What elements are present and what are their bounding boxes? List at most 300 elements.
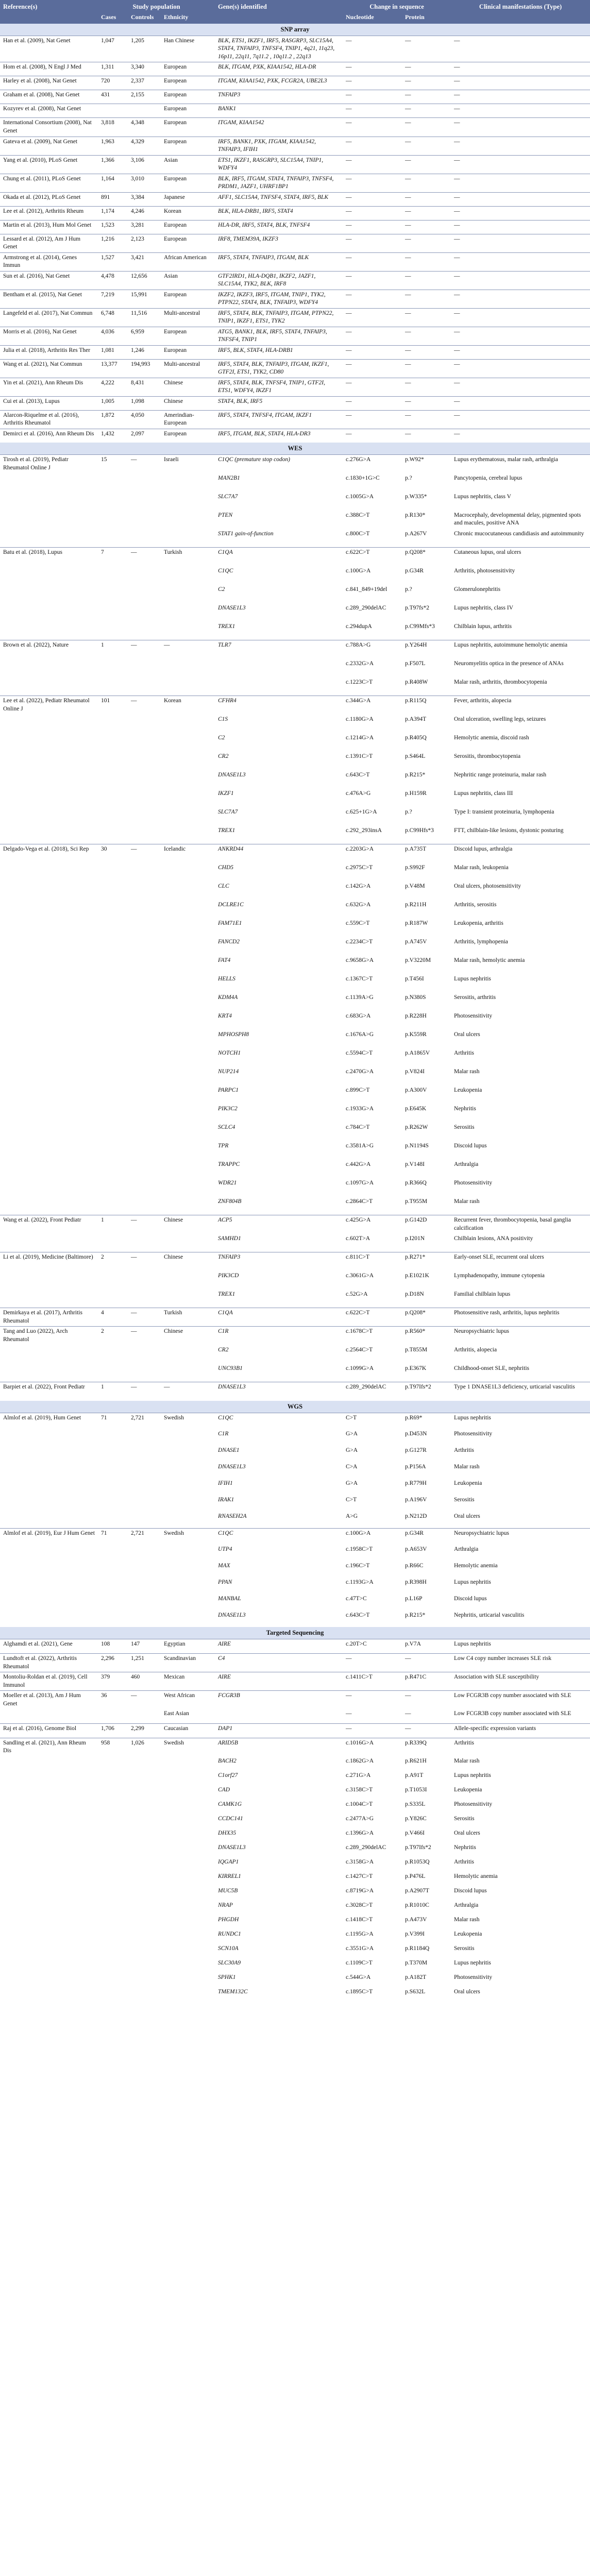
cell-cases: 958 xyxy=(98,1738,128,1756)
cell-reference: Demirkaya et al. (2017), Arthritis Rheumatol xyxy=(0,1308,98,1327)
cell-nucleotide: c.643C>T xyxy=(346,1612,370,1619)
cell-genes: BLK, IRF5, ITGAM, STAT4, TNFAIP3, TNFSF4, PRDM1, JAZF1, UHRF1BP1 xyxy=(215,174,343,192)
cell-nucleotide: c.442G>A xyxy=(346,1161,371,1167)
cell-nucleotide: c.1139A>G xyxy=(346,994,374,1001)
table-row xyxy=(0,1800,590,1814)
cell-clinical: Serositis xyxy=(454,1124,475,1130)
cell-controls xyxy=(128,1545,161,1561)
cell-reference xyxy=(0,956,98,974)
cell-nucleotide: c.1193G>A xyxy=(346,1579,374,1586)
cell-clinical: — xyxy=(451,359,590,378)
cell-cases: 1 xyxy=(98,1215,128,1234)
cell-ethnicity xyxy=(161,1944,215,1958)
cell-protein: — xyxy=(402,174,451,192)
table-row xyxy=(0,844,590,863)
cell-cases: 71 xyxy=(98,1528,128,1545)
cell-nucleotide: — xyxy=(343,271,402,290)
cell-genes: ACP5 xyxy=(215,1215,343,1234)
cell-controls xyxy=(128,1160,161,1178)
cell-clinical: Malar rash xyxy=(454,1198,480,1205)
cell-clinical: Hemolytic anemia xyxy=(454,1873,498,1879)
table-row xyxy=(0,548,590,566)
cell-protein: p.R215* xyxy=(405,771,426,778)
cell-controls xyxy=(128,1030,161,1048)
table-row xyxy=(0,1828,590,1843)
cell-clinical: Serositis, arthritis xyxy=(454,994,496,1001)
cell-nucleotide: — xyxy=(343,155,402,174)
cell-nucleotide: c.9658G>A xyxy=(346,957,374,963)
cell-protein: p.A267V xyxy=(405,530,427,537)
cell-clinical: Malar rash xyxy=(454,1068,480,1075)
cell-controls xyxy=(128,585,161,603)
cell-cases: 7,219 xyxy=(98,290,128,308)
cell-controls: 2,721 xyxy=(128,1528,161,1545)
cell-genes: TNFAIP3 xyxy=(215,90,343,104)
cell-nucleotide: — xyxy=(343,76,402,90)
cell-genes: ANKRD44 xyxy=(215,844,343,863)
cell-genes: TREX1 xyxy=(218,827,235,834)
cell-cases xyxy=(98,1197,128,1215)
cell-nucleotide: C>T xyxy=(343,1413,402,1429)
cell-reference xyxy=(0,752,98,770)
cell-protein: p.R408W xyxy=(405,679,428,685)
cell-protein: p.V399I xyxy=(405,1930,425,1937)
cell-clinical: Lupus nephritis xyxy=(451,1639,590,1654)
cell-protein: p.F507L xyxy=(405,660,426,667)
cell-cases xyxy=(98,1929,128,1944)
cell-clinical: Chilblain lupus, arthritis xyxy=(454,623,512,630)
cell-clinical: Malar rash xyxy=(454,1464,480,1470)
cell-reference xyxy=(0,1814,98,1828)
cell-ethnicity xyxy=(161,770,215,789)
cell-protein: p.A182T xyxy=(405,1974,427,1980)
table-row xyxy=(0,1160,590,1178)
cell-genes: AIRE xyxy=(215,1672,343,1691)
cell-nucleotide: c.784C>T xyxy=(346,1124,370,1130)
table-row xyxy=(0,410,590,429)
cell-controls xyxy=(128,1800,161,1814)
cell-cases xyxy=(98,863,128,882)
cell-cases xyxy=(98,1104,128,1123)
cell-genes: CR2 xyxy=(218,1346,229,1353)
cell-genes: TREX1 xyxy=(218,1291,235,1297)
cell-protein: p.V48M xyxy=(405,883,425,889)
cell-nucleotide: c.1214G>A xyxy=(346,734,374,741)
cell-genes: PPAN xyxy=(218,1579,232,1586)
cell-cases xyxy=(98,1429,128,1446)
cell-clinical: — xyxy=(451,36,590,62)
cell-clinical: — xyxy=(451,378,590,396)
cell-protein: p.V148I xyxy=(405,1161,425,1167)
cell-clinical: Childhood-onset SLE, nephritis xyxy=(454,1365,529,1371)
cell-controls xyxy=(128,1709,161,1723)
cell-reference: Lee et al. (2012), Arthritis Rheum xyxy=(0,206,98,220)
cell-reference: Montoliu-Roldan et al. (2019), Cell Immunol xyxy=(0,1672,98,1691)
cell-controls: — xyxy=(128,1215,161,1234)
cell-genes: AIRE xyxy=(215,1639,343,1654)
cell-ethnicity xyxy=(161,1234,215,1252)
cell-cases xyxy=(98,1594,128,1611)
cell-reference xyxy=(0,1709,98,1723)
cell-controls: 2,299 xyxy=(128,1723,161,1738)
cell-protein: — xyxy=(402,104,451,118)
table-row xyxy=(0,1654,590,1672)
cell-reference: Moeller et al. (2013), Am J Hum Genet xyxy=(0,1691,98,1709)
cell-genes: SCLC4 xyxy=(218,1124,235,1130)
cell-reference xyxy=(0,1086,98,1104)
cell-protein: p.T1053I xyxy=(405,1786,427,1793)
cell-protein: p.H159R xyxy=(405,790,427,796)
cell-ethnicity xyxy=(161,1814,215,1828)
cell-reference xyxy=(0,473,98,492)
cell-clinical: — xyxy=(451,62,590,76)
table-row xyxy=(0,1987,590,2002)
cell-nucleotide: — xyxy=(343,137,402,155)
cell-controls xyxy=(128,1048,161,1067)
cell-genes: DCLRE1C xyxy=(218,901,244,908)
cell-ethnicity xyxy=(161,1800,215,1814)
cell-nucleotide: — xyxy=(343,396,402,410)
table-row xyxy=(0,1446,590,1462)
cell-ethnicity: European xyxy=(161,137,215,155)
cell-clinical: Lupus nephritis, class V xyxy=(454,493,511,500)
cell-ethnicity: European xyxy=(161,62,215,76)
cell-genes: DNASE1L3 xyxy=(218,604,246,611)
cell-controls: 4,050 xyxy=(128,410,161,429)
cell-clinical: Oral ulcers xyxy=(454,1829,480,1836)
cell-ethnicity: Chinese xyxy=(161,1327,215,1345)
cell-protein: — xyxy=(402,234,451,252)
cell-genes: FCGR3B xyxy=(215,1691,343,1709)
table-row xyxy=(0,1545,590,1561)
cell-ethnicity xyxy=(161,937,215,956)
table-row xyxy=(0,752,590,770)
cell-reference xyxy=(0,1987,98,2002)
cell-controls xyxy=(128,1814,161,1828)
cell-ethnicity: Caucasian xyxy=(161,1723,215,1738)
cell-reference xyxy=(0,1545,98,1561)
cell-reference xyxy=(0,900,98,919)
cell-protein: — xyxy=(402,252,451,271)
table-row xyxy=(0,62,590,76)
cell-ethnicity xyxy=(161,1611,215,1627)
cell-genes: TPR xyxy=(218,1142,229,1149)
cell-reference xyxy=(0,1141,98,1160)
cell-controls: — xyxy=(128,844,161,863)
cell-nucleotide: c.1418C>T xyxy=(346,1916,373,1923)
cell-nucleotide: — xyxy=(343,290,402,308)
section-title: WES xyxy=(0,443,590,454)
section-title: Targeted Sequencing xyxy=(0,1627,590,1639)
header-protein: Protein xyxy=(402,12,451,24)
cell-genes: BACH2 xyxy=(218,1757,237,1764)
cell-reference: Almlof et al. (2019), Eur J Hum Genet xyxy=(0,1528,98,1545)
cell-controls xyxy=(128,733,161,752)
cell-protein: p.C99Mfs*3 xyxy=(405,623,435,630)
cell-ethnicity xyxy=(161,1594,215,1611)
cell-genes: SLC7A7 xyxy=(218,493,238,500)
cell-controls xyxy=(128,1973,161,1987)
cell-protein: — xyxy=(402,118,451,137)
table-row xyxy=(0,789,590,807)
table-row xyxy=(0,1512,590,1528)
cell-clinical: Early-onset SLE, recurrent oral ulcers xyxy=(451,1252,590,1271)
cell-controls xyxy=(128,1086,161,1104)
table-row xyxy=(0,807,590,826)
cell-reference: Sandling et al. (2021), Ann Rheum Dis xyxy=(0,1738,98,1756)
cell-cases xyxy=(98,900,128,919)
cell-reference xyxy=(0,789,98,807)
cell-cases xyxy=(98,603,128,622)
cell-protein: — xyxy=(402,1654,451,1672)
cell-protein: p.T370M xyxy=(405,1959,428,1966)
cell-clinical: Lymphadenopathy, immune cytopenia xyxy=(454,1272,545,1279)
cell-nucleotide: — xyxy=(343,1654,402,1672)
cell-ethnicity: Amerindian-European xyxy=(161,410,215,429)
cell-genes: IRF5, STAT4, BLK, TNFSF4, TNIP1, GTF2I, ETS1, WDFY4, IKZF1 xyxy=(215,378,343,396)
cell-controls xyxy=(128,1011,161,1030)
cell-genes: FANCD2 xyxy=(218,938,240,945)
table-row xyxy=(0,1915,590,1929)
cell-controls: — xyxy=(128,1308,161,1327)
table-row xyxy=(0,1413,590,1429)
cell-controls xyxy=(128,770,161,789)
cell-reference: Bentham et al. (2015), Nat Genet xyxy=(0,290,98,308)
cell-controls xyxy=(128,1944,161,1958)
cell-controls xyxy=(128,1901,161,1915)
cell-genes: PTEN xyxy=(218,512,233,518)
cell-nucleotide: c.196C>T xyxy=(346,1563,370,1569)
cell-protein: p.T456I xyxy=(405,975,424,982)
cell-reference: Li et al. (2019), Medicine (Baltimore) xyxy=(0,1252,98,1271)
cell-protein: p.R1053Q xyxy=(405,1858,430,1865)
cell-clinical: Oral ulceration, swelling legs, seizures xyxy=(454,716,546,722)
cell-genes: IRF8, TMEM39A, IKZF3 xyxy=(215,234,343,252)
cell-clinical: Photosensitive rash, arthritis, lupus nephritis xyxy=(451,1308,590,1327)
cell-ethnicity: Swedish xyxy=(161,1413,215,1429)
cell-reference: Lundtoft et al. (2022), Arthritis Rheumatol xyxy=(0,1654,98,1672)
cell-ethnicity xyxy=(161,715,215,733)
cell-ethnicity: Chinese xyxy=(161,1252,215,1271)
cell-ethnicity xyxy=(161,1545,215,1561)
cell-ethnicity xyxy=(161,1578,215,1594)
cell-genes: DNASE1 xyxy=(218,1447,240,1454)
cell-cases: 1,963 xyxy=(98,137,128,155)
cell-reference xyxy=(0,1364,98,1382)
cell-genes: IFIH1 xyxy=(218,1480,233,1487)
cell-reference: Julia et al. (2018), Arthritis Res Ther xyxy=(0,345,98,359)
cell-genes: C1QC xyxy=(215,1528,343,1545)
table-row xyxy=(0,622,590,640)
cell-clinical: Serositis xyxy=(454,1497,475,1503)
cell-protein: p.W335* xyxy=(405,493,427,500)
cell-nucleotide: c.3061G>A xyxy=(346,1272,374,1279)
cell-cases xyxy=(98,974,128,993)
cell-protein: p.G142D xyxy=(402,1215,451,1234)
table-row xyxy=(0,308,590,327)
table-row xyxy=(0,206,590,220)
cell-nucleotide: C>A xyxy=(346,1464,358,1470)
cell-genes: SAMHD1 xyxy=(218,1235,241,1242)
cell-reference: Sun et al. (2016), Nat Genet xyxy=(0,271,98,290)
table-row xyxy=(0,271,590,290)
cell-controls xyxy=(128,1141,161,1160)
cell-nucleotide: c.899C>T xyxy=(346,1087,370,1093)
cell-ethnicity: European xyxy=(161,345,215,359)
cell-reference xyxy=(0,1462,98,1479)
cell-controls xyxy=(128,715,161,733)
cell-reference xyxy=(0,1271,98,1290)
cell-clinical: Lupus nephritis xyxy=(454,1772,491,1778)
cell-cases xyxy=(98,1462,128,1479)
cell-genes: HLA-DR, IRF5, STAT4, BLK, TNFSF4 xyxy=(215,220,343,234)
cell-ethnicity xyxy=(161,956,215,974)
cell-clinical: Lupus erythematosus, malar rash, arthralgia xyxy=(451,455,590,473)
table-row xyxy=(0,1672,590,1691)
section-header-row xyxy=(0,1401,590,1413)
cell-cases xyxy=(98,1030,128,1048)
cell-clinical: Oral ulcers xyxy=(454,1031,480,1038)
cell-reference: Graham et al. (2008), Nat Genet xyxy=(0,90,98,104)
cell-ethnicity xyxy=(161,789,215,807)
cell-protein: — xyxy=(402,396,451,410)
cell-reference xyxy=(0,937,98,956)
cell-clinical: — xyxy=(451,90,590,104)
cell-genes: KIRREL1 xyxy=(218,1873,241,1879)
cell-controls xyxy=(128,1872,161,1886)
cell-nucleotide: c.100G>A xyxy=(343,1528,402,1545)
cell-nucleotide: c.388C>T xyxy=(346,512,370,518)
table-row xyxy=(0,640,590,659)
cell-cases xyxy=(98,826,128,844)
cell-clinical: — xyxy=(451,174,590,192)
cell-controls: 3,384 xyxy=(128,192,161,206)
cell-genes: SLC7A7 xyxy=(218,808,238,815)
cell-protein: — xyxy=(402,62,451,76)
table-row xyxy=(0,1973,590,1987)
cell-controls xyxy=(128,900,161,919)
cell-genes: CFHR4 xyxy=(215,696,343,715)
cell-ethnicity xyxy=(161,1561,215,1578)
cell-clinical: — xyxy=(451,155,590,174)
cell-genes: CCDC141 xyxy=(218,1815,243,1822)
cell-genes: CAMK1G xyxy=(218,1801,242,1807)
cell-genes: TLR7 xyxy=(215,640,343,659)
cell-ethnicity xyxy=(161,1771,215,1785)
table-row xyxy=(0,1872,590,1886)
cell-nucleotide: c.1180G>A xyxy=(346,716,374,722)
cell-controls xyxy=(128,566,161,585)
cell-nucleotide: c.2234C>T xyxy=(346,938,373,945)
table-row xyxy=(0,1123,590,1141)
cell-clinical: Oral ulcers xyxy=(454,1988,480,1995)
cell-clinical: Low FCGR3B copy number associated with SLE xyxy=(451,1691,590,1709)
cell-ethnicity xyxy=(161,1446,215,1462)
cell-protein: p.R228H xyxy=(405,1012,427,1019)
cell-reference xyxy=(0,1872,98,1886)
cell-ethnicity: Icelandic xyxy=(161,844,215,863)
cell-cases: 4,478 xyxy=(98,271,128,290)
cell-controls: 6,959 xyxy=(128,327,161,345)
cell-cases xyxy=(98,1958,128,1973)
cell-clinical: Hemolytic anemia xyxy=(454,1563,498,1569)
cell-nucleotide: c.1958C>T xyxy=(346,1546,373,1553)
cell-protein: p.A473V xyxy=(405,1916,427,1923)
table-row xyxy=(0,327,590,345)
cell-nucleotide: c.1678C>T xyxy=(343,1327,402,1345)
cell-protein: — xyxy=(402,206,451,220)
cell-nucleotide: c.2332G>A xyxy=(346,660,374,667)
cell-reference xyxy=(0,1756,98,1771)
cell-protein: p.R779H xyxy=(405,1480,427,1487)
cell-protein: p.W92* xyxy=(402,455,451,473)
cell-cases: 2 xyxy=(98,1327,128,1345)
cell-nucleotide: c.1099G>A xyxy=(346,1365,374,1371)
cell-ethnicity xyxy=(161,622,215,640)
cell-cases xyxy=(98,1944,128,1958)
cell-protein: p.Q208* xyxy=(402,1308,451,1327)
cell-controls xyxy=(128,1345,161,1364)
table-row xyxy=(0,993,590,1011)
cell-nucleotide: G>A xyxy=(346,1480,358,1487)
cell-nucleotide: c.425G>A xyxy=(343,1215,402,1234)
cell-cases: 7 xyxy=(98,548,128,566)
table-header xyxy=(0,0,590,24)
cell-controls xyxy=(128,1886,161,1901)
cell-protein: — xyxy=(402,1723,451,1738)
cell-reference xyxy=(0,919,98,937)
cell-controls xyxy=(128,1495,161,1512)
cell-controls xyxy=(128,1785,161,1800)
cell-ethnicity: Han Chinese xyxy=(161,36,215,62)
cell-nucleotide: c.3551G>A xyxy=(346,1945,374,1952)
cell-genes: AFF1, SLC15A4, TNFSF4, STAT4, IRF5, BLK xyxy=(215,192,343,206)
cell-ethnicity xyxy=(161,882,215,900)
cell-nucleotide: — xyxy=(343,308,402,327)
table-row xyxy=(0,192,590,206)
cell-clinical: Discoid lupus xyxy=(454,1887,487,1894)
cell-nucleotide: c.100G>A xyxy=(346,567,371,574)
cell-reference xyxy=(0,1901,98,1915)
cell-controls xyxy=(128,937,161,956)
cell-nucleotide: c.622C>T xyxy=(343,548,402,566)
cell-genes: MANBAL xyxy=(218,1596,241,1602)
cell-controls xyxy=(128,1234,161,1252)
cell-protein: p.R69* xyxy=(402,1413,451,1429)
cell-genes: SPHK1 xyxy=(218,1974,236,1980)
cell-genes: RNASEH2A xyxy=(218,1513,247,1520)
cell-nucleotide: — xyxy=(343,429,402,443)
cell-ethnicity xyxy=(161,1364,215,1382)
cell-protein: p.R621H xyxy=(405,1757,427,1764)
table-row xyxy=(0,677,590,696)
cell-controls xyxy=(128,1843,161,1857)
cell-cases xyxy=(98,1290,128,1308)
cell-clinical: Leukopenia xyxy=(454,1786,482,1793)
cell-protein: — xyxy=(402,378,451,396)
cell-cases xyxy=(98,882,128,900)
cell-nucleotide: c.1109C>T xyxy=(346,1959,373,1966)
cell-protein: — xyxy=(402,308,451,327)
cell-ethnicity: Mexican xyxy=(161,1672,215,1691)
header-genes: Gene(s) identified xyxy=(215,0,343,24)
table-row xyxy=(0,1479,590,1495)
cell-clinical: Recurrent fever, thrombocytopenia, basal ganglia calcification xyxy=(451,1215,590,1234)
cell-reference xyxy=(0,1578,98,1594)
cell-controls: — xyxy=(128,1327,161,1345)
cell-genes: C1R xyxy=(218,1431,229,1437)
cell-nucleotide: — xyxy=(343,359,402,378)
